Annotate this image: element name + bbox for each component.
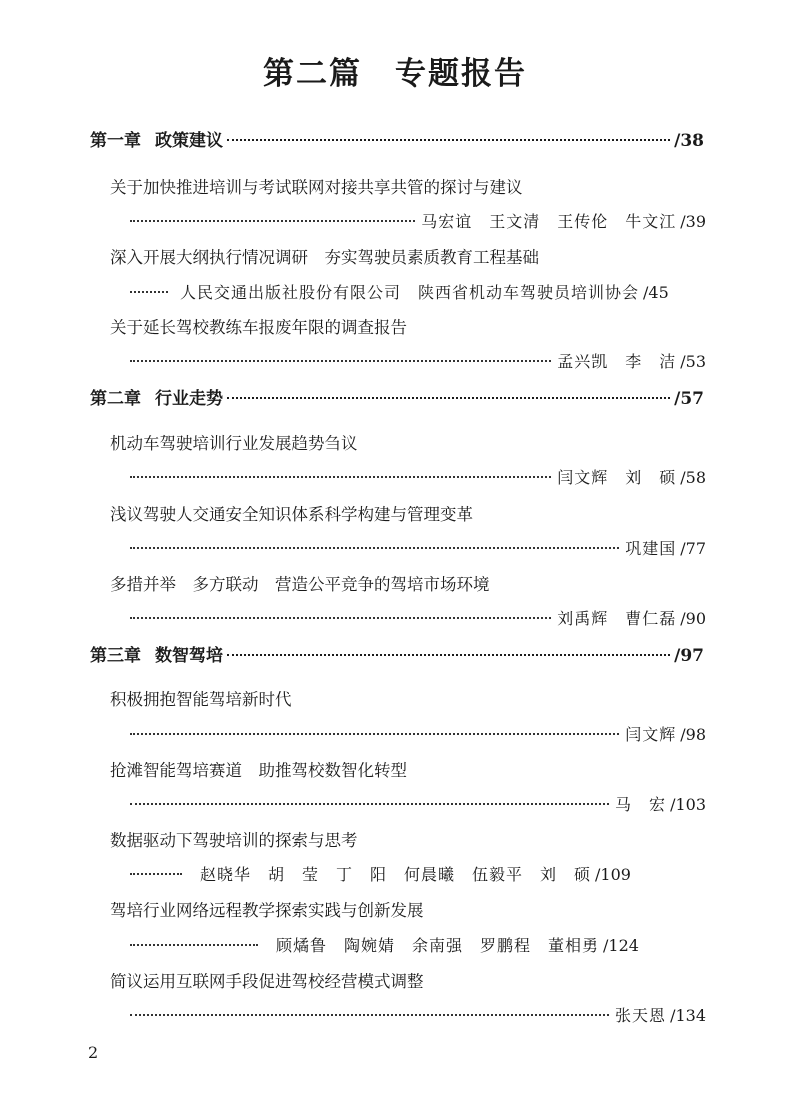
chapter-page: /57	[674, 389, 704, 409]
chapter-heading-1[interactable]	[90, 126, 704, 151]
article-title[interactable]: 积极拥抱智能驾培新时代	[110, 690, 292, 709]
article-page: /103	[670, 795, 706, 814]
article-authors: 马宏谊 王文清 王传伦 牛文江	[421, 212, 677, 231]
chapter-number: 第二章	[90, 389, 141, 409]
dot-leader	[130, 733, 619, 735]
article-byline	[130, 536, 706, 559]
article-byline	[130, 792, 706, 815]
article-byline	[130, 722, 706, 745]
article-page: /134	[670, 1006, 706, 1025]
chapter-number: 第一章	[90, 131, 141, 151]
article-authors: 顾燏鲁 陶婉婧 余南强 罗鹏程 董相勇	[276, 936, 600, 955]
article-title[interactable]: 浅议驾驶人交通安全知识体系科学构建与管理变革	[110, 505, 473, 524]
chapter-page: /97	[674, 646, 704, 666]
dot-leader	[130, 873, 182, 875]
dot-leader	[227, 139, 670, 141]
dot-leader	[130, 360, 551, 362]
dot-leader	[130, 476, 551, 478]
article-byline	[130, 465, 706, 488]
article-authors: 张天恩	[615, 1006, 667, 1025]
article-byline	[130, 349, 706, 372]
dot-leader	[130, 547, 619, 549]
article-authors: 赵晓华 胡 莹 丁 阳 何晨曦 伍毅平 刘 硕	[200, 865, 592, 884]
article-page: /58	[680, 468, 706, 487]
article-title[interactable]: 多措并举 多方联动 营造公平竞争的驾培市场环境	[110, 575, 490, 594]
article-authors: 孟兴凯 李 洁	[557, 352, 677, 371]
chapter-heading-3[interactable]	[90, 641, 704, 666]
article-authors: 闫文辉 刘 硕	[557, 468, 677, 487]
article-page: /77	[680, 539, 706, 558]
article-byline	[130, 862, 706, 885]
article-authors: 闫文辉	[625, 725, 677, 744]
dot-leader	[130, 944, 258, 946]
article-byline	[130, 933, 706, 956]
article-title[interactable]: 抢滩智能驾培赛道 助推驾校数智化转型	[110, 761, 407, 780]
article-page: /39	[680, 212, 706, 231]
article-byline	[130, 209, 706, 232]
article-page: /109	[595, 865, 631, 884]
article-page: /53	[680, 352, 706, 371]
chapter-number: 第三章	[90, 646, 141, 666]
article-title[interactable]: 关于延长驾校教练车报废年限的调查报告	[110, 318, 407, 337]
page-title: 第二篇 专题报告	[263, 56, 527, 92]
article-title[interactable]: 驾培行业网络远程教学探索实践与创新发展	[110, 901, 424, 920]
article-authors: 人民交通出版社股份有限公司 陕西省机动车驾驶员培训协会	[180, 283, 640, 302]
article-byline	[130, 1003, 706, 1026]
article-page: /45	[643, 283, 669, 302]
chapter-name: 行业走势	[155, 389, 223, 409]
dot-leader	[130, 220, 415, 222]
article-authors: 马 宏	[615, 795, 667, 814]
dot-leader	[227, 397, 670, 399]
article-title[interactable]: 数据驱动下驾驶培训的探索与思考	[110, 831, 358, 850]
page-number: 2	[88, 1043, 99, 1062]
article-title[interactable]: 简议运用互联网手段促进驾校经营模式调整	[110, 972, 424, 991]
article-page: /98	[680, 725, 706, 744]
article-title[interactable]: 深入开展大纲执行情况调研 夯实驾驶员素质教育工程基础	[110, 248, 539, 267]
article-byline	[130, 280, 706, 303]
dot-leader	[130, 803, 609, 805]
dot-leader	[130, 1014, 609, 1016]
article-byline	[130, 606, 706, 629]
article-page: /90	[680, 609, 706, 628]
article-authors: 巩建国	[625, 539, 677, 558]
chapter-page: /38	[674, 131, 704, 151]
chapter-name: 政策建议	[155, 131, 223, 151]
article-title[interactable]: 关于加快推进培训与考试联网对接共享共管的探讨与建议	[110, 178, 523, 197]
chapter-name: 数智驾培	[155, 646, 223, 666]
article-title[interactable]: 机动车驾驶培训行业发展趋势刍议	[110, 434, 358, 453]
chapter-heading-2[interactable]	[90, 384, 704, 409]
dot-leader	[130, 617, 551, 619]
article-page: /124	[603, 936, 639, 955]
article-authors: 刘禹辉 曹仁磊	[557, 609, 677, 628]
dot-leader	[130, 291, 168, 293]
dot-leader	[227, 654, 670, 656]
